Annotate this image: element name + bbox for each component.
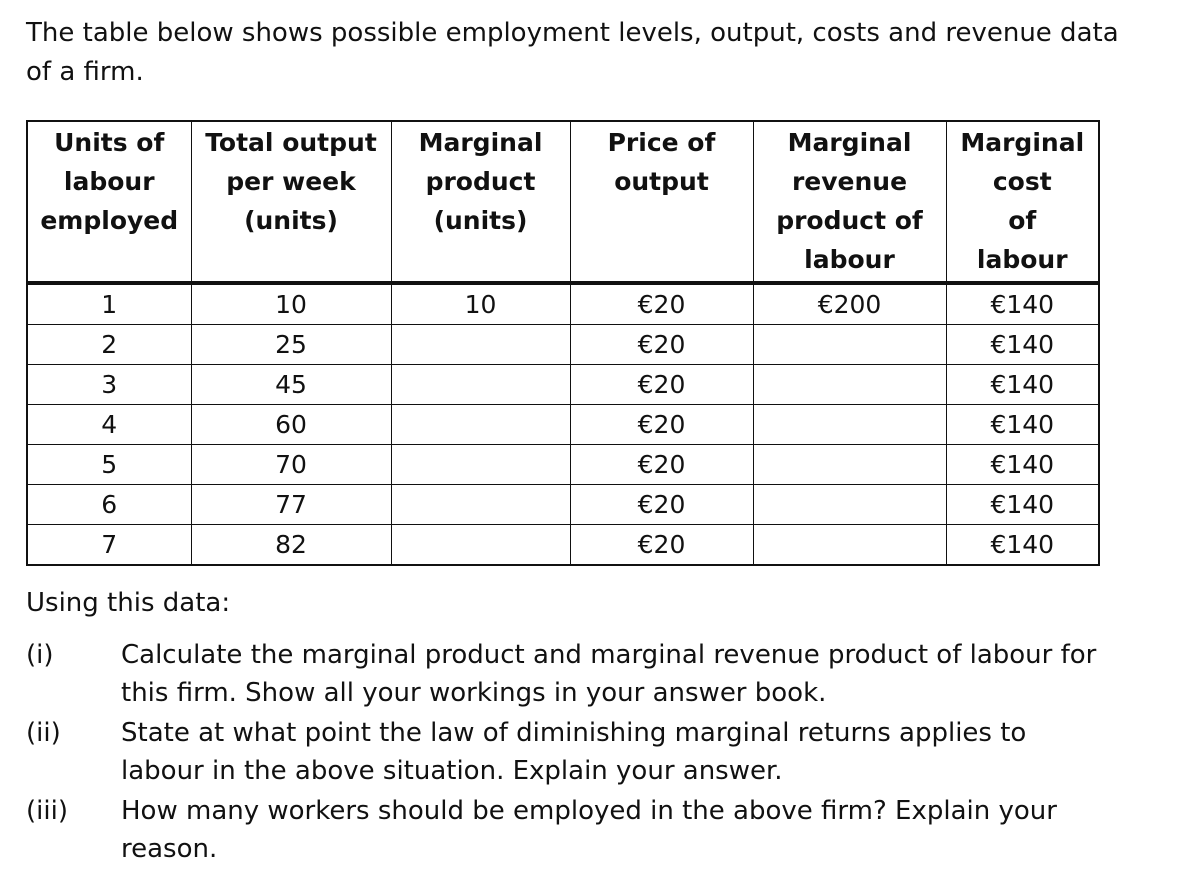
cell-price: €20 xyxy=(570,445,753,485)
intro-text xyxy=(26,14,1146,92)
table-row xyxy=(27,325,1099,365)
cell-price: €20 xyxy=(570,525,753,566)
question-ii-line-1: State at what point the law of diminishing marginal returns applies to xyxy=(121,718,1027,748)
cell-units: 5 xyxy=(27,445,191,485)
cell-marginal-product xyxy=(391,485,570,525)
cell-mrp: €200 xyxy=(753,283,946,325)
question-iii-line-2: reason. xyxy=(121,834,218,864)
header-units-of-labour: Units of labour employed xyxy=(27,121,191,283)
cell-total-output: 10 xyxy=(191,283,391,325)
cell-units: 7 xyxy=(27,525,191,566)
cell-price: €20 xyxy=(570,405,753,445)
table-row xyxy=(27,445,1099,485)
table-row xyxy=(27,525,1099,566)
cell-mrp xyxy=(753,445,946,485)
cell-mrp xyxy=(753,485,946,525)
cell-marginal-cost: €140 xyxy=(946,365,1099,405)
cell-price: €20 xyxy=(570,485,753,525)
cell-marginal-cost: €140 xyxy=(946,485,1099,525)
question-label-ii: (ii) xyxy=(26,718,61,748)
cell-price: €20 xyxy=(570,365,753,405)
cell-mrp xyxy=(753,405,946,445)
cell-marginal-product xyxy=(391,525,570,566)
cell-mrp xyxy=(753,325,946,365)
question-text-ii xyxy=(121,714,1131,790)
table-row xyxy=(27,485,1099,525)
question-iii-line-1: How many workers should be employed in the above firm? Explain your xyxy=(121,796,1057,826)
table-row xyxy=(27,365,1099,405)
question-i-line-1: Calculate the marginal product and marginal revenue product of labour for xyxy=(121,640,1097,670)
cell-total-output: 25 xyxy=(191,325,391,365)
question-text-i xyxy=(121,636,1131,712)
header-price-of-output: Price of output xyxy=(570,121,753,283)
header-marginal-cost: Marginal cost of labour xyxy=(946,121,1099,283)
cell-units: 6 xyxy=(27,485,191,525)
cell-units: 2 xyxy=(27,325,191,365)
cell-marginal-product: 10 xyxy=(391,283,570,325)
cell-mrp xyxy=(753,365,946,405)
intro-line-2: of a firm. xyxy=(26,57,144,87)
cell-total-output: 82 xyxy=(191,525,391,566)
intro-line-1: The table below shows possible employment levels, output, costs and revenue data xyxy=(26,18,1119,48)
cell-marginal-product xyxy=(391,325,570,365)
cell-marginal-product xyxy=(391,365,570,405)
cell-price: €20 xyxy=(570,325,753,365)
cell-marginal-cost: €140 xyxy=(946,445,1099,485)
cell-total-output: 77 xyxy=(191,485,391,525)
table-row xyxy=(27,405,1099,445)
cell-units: 1 xyxy=(27,283,191,325)
cell-marginal-cost: €140 xyxy=(946,405,1099,445)
cell-mrp xyxy=(753,525,946,566)
question-i-line-2: this firm. Show all your workings in your answer book. xyxy=(121,678,827,708)
header-marginal-revenue-product: Marginal revenue product of labour xyxy=(753,121,946,283)
question-label-i: (i) xyxy=(26,640,54,670)
cell-marginal-product xyxy=(391,445,570,485)
cell-marginal-product xyxy=(391,405,570,445)
table-header-row xyxy=(27,121,1099,283)
data-table xyxy=(26,120,1100,566)
question-text-iii xyxy=(121,792,1131,868)
header-marginal-product: Marginal product (units) xyxy=(391,121,570,283)
header-total-output: Total output per week (units) xyxy=(191,121,391,283)
question-ii-line-2: labour in the above situation. Explain your answer. xyxy=(121,756,783,786)
table-row xyxy=(27,283,1099,325)
cell-total-output: 45 xyxy=(191,365,391,405)
cell-total-output: 60 xyxy=(191,405,391,445)
cell-marginal-cost: €140 xyxy=(946,283,1099,325)
question-label-iii: (iii) xyxy=(26,796,68,826)
cell-price: €20 xyxy=(570,283,753,325)
cell-total-output: 70 xyxy=(191,445,391,485)
cell-marginal-cost: €140 xyxy=(946,525,1099,566)
cell-units: 4 xyxy=(27,405,191,445)
cell-units: 3 xyxy=(27,365,191,405)
cell-marginal-cost: €140 xyxy=(946,325,1099,365)
using-this-data-label: Using this data: xyxy=(26,588,231,618)
